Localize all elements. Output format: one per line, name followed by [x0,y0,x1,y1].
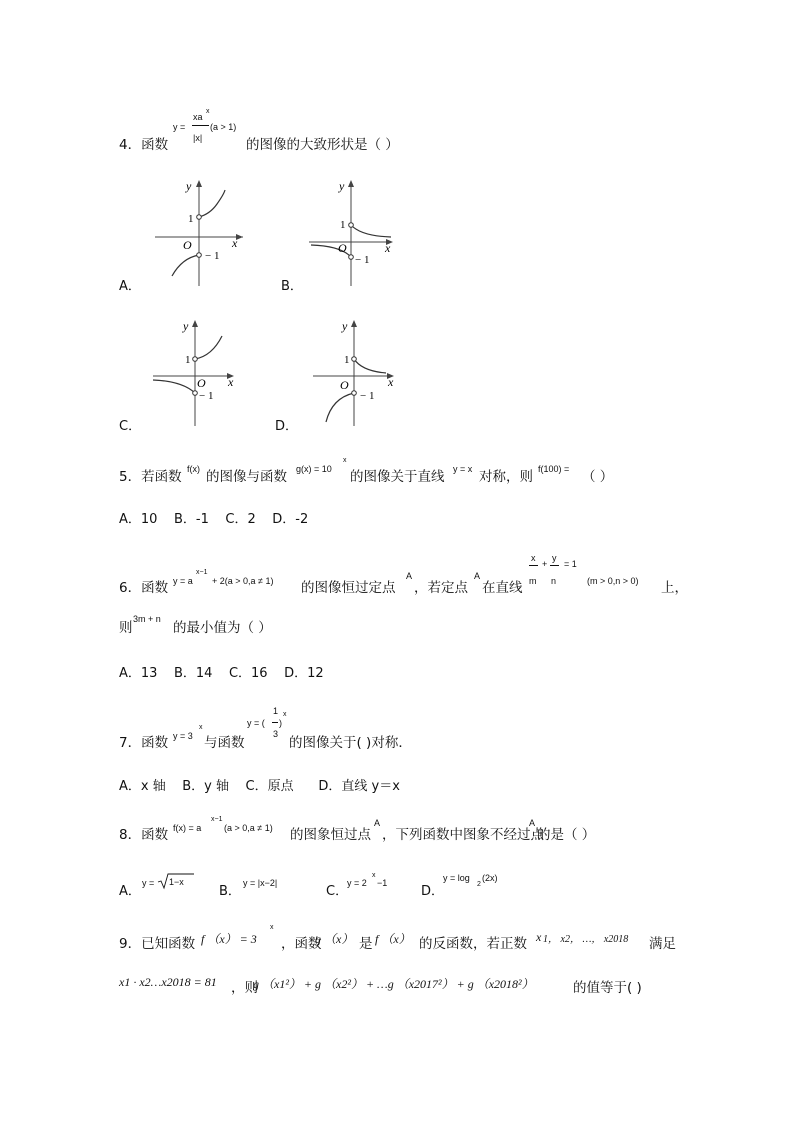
q8-fd: y = log [443,873,470,883]
q4-option-a[interactable]: A． [119,279,141,294]
q6-mid: 的图像恒过定点 [301,580,396,596]
curve-left [153,380,195,393]
tick-neg1: − 1 [199,390,214,402]
q9-mid3: 的反函数，若正数 [419,936,527,952]
q9-f2: f （x） [375,932,411,946]
q5-line: y = x [453,464,473,474]
q6-n: n [551,576,557,586]
q4-number: 4．函数 [119,137,169,153]
q6-expr: 3m + n [133,614,161,624]
q6-m: m [529,576,537,586]
q4-option-d[interactable]: D． [275,419,299,434]
q8-option-b[interactable]: B． [219,884,241,899]
q8-option-a[interactable]: A． [119,884,141,899]
q6-eq1: = 1 [564,559,577,569]
q5-mid: 的图像与函数 [206,469,287,485]
tick-1: 1 [340,219,346,231]
q7-f2-frac-bar [272,722,278,723]
q7-f2-den: 3 [273,729,279,739]
open-point-neg1 [193,391,198,396]
q6-plus: + [542,559,548,569]
q6-y: y [552,553,557,563]
y-axis-arrow [192,320,198,327]
open-point-neg1 [352,391,357,396]
q4-option-c[interactable]: C． [119,419,142,434]
q7-f2 [247,703,291,753]
q4-formula-lhs: y = [173,122,186,132]
q6-frac-bar-1 [529,565,538,566]
q5-paren: （ ） [582,469,614,485]
q7-f1-exp: x [199,724,203,731]
q5-tail: 对称，则 [479,469,533,485]
q6-cond: (m > 0,n > 0) [587,576,639,586]
q8-fd-sub: 2 [477,881,481,888]
q6-x: x [531,553,536,563]
q9-seq: x [536,930,542,944]
x-label: x [228,375,234,389]
q5-g-exp: x [343,457,347,464]
q6-formula-rest: + 2(a > 0,a ≠ 1) [212,576,274,586]
q8-f: f(x) = a [173,823,202,833]
q8-tail: 的是（ ） [537,827,596,843]
q7-f2-rp: ) [279,718,282,728]
q8-fd-rest: (2x) [482,873,498,883]
q5-g: g(x) = 10 [296,464,332,474]
q9-line2-mid: ，则 [231,980,258,996]
y-label: y [342,319,348,333]
q6-line-equation [527,551,652,596]
y-label: y [339,179,345,193]
q4-graph-c [150,316,250,428]
q9-tail: 满足 [649,936,676,952]
q6-line2-pre: 则 [119,620,133,636]
q6-point-a: A [406,571,413,581]
q8-mid: 的图象恒过点 [290,827,371,843]
q8-point-a: A [374,818,381,828]
open-point-1 [197,215,202,220]
curve-left [172,255,199,276]
curve-right [195,336,222,359]
q7-options[interactable]: A．x 轴 B．y 轴 C．原点 D．直线 y＝x [119,779,400,794]
q6-line2-tail: 的最小值为（ ） [173,620,272,636]
q8-fc-exp: x [372,872,376,879]
q4-formula-den: |x| [193,133,203,143]
origin-label: O [340,378,349,392]
q7-tail: 的图像关于( )对称． [289,735,412,751]
tick-neg1: − 1 [360,390,375,402]
q5-f100: f(100) = [538,464,570,474]
q5-f: f(x) [187,464,200,474]
q8-point-a2: A [529,818,536,828]
q8-f-exp: x−1 [211,816,223,823]
tick-neg1: − 1 [355,254,370,266]
x-label: x [385,241,391,255]
q6-mid2: ，若定点 [414,580,468,596]
x-label: x [232,236,238,250]
open-point-1 [352,357,357,362]
tick-1: 1 [188,213,194,225]
q5-mid2: 的图像关于直线 [350,469,445,485]
q6-point-a2: A [474,571,481,581]
q5-number: 5．若函数 [119,469,182,485]
q7-f2-exp: x [283,711,287,718]
y-axis-arrow [348,180,354,187]
q7-f2-num: 1 [273,706,279,716]
q4-formula-exp: x [206,108,210,115]
q6-frac-bar-2 [550,565,559,566]
q4-formula [173,108,247,148]
q7-f2-lhs: y = ( [247,718,265,728]
y-axis-arrow [351,320,357,327]
tick-neg1: − 1 [205,250,220,262]
q8-fc: y = 2 [347,878,367,888]
q8-fa-pre: y = [142,878,155,888]
q6-number: 6．函数 [119,580,169,596]
q6-mid3: 在直线 [482,580,523,596]
q4-fraction-bar [192,125,209,126]
q8-fc-rest: −1 [377,878,388,888]
q8-fb: y = |x−2| [243,878,278,888]
origin-label: O [338,241,347,255]
q4-text: 的图像的大致形状是（ ） [246,137,399,153]
q6-formula-exp: x−1 [196,569,208,576]
q9-f: f （x） = 3 [201,932,257,946]
q7-number: 7．函数 [119,735,169,751]
q4-graph-d [310,316,410,428]
tick-1: 1 [185,354,191,366]
q6-tail: 上， [661,580,688,596]
origin-label: O [197,376,206,390]
q9-line2-expr: x1 · x2…x2018 = 81 [119,975,217,989]
q7-mid: 与函数 [204,735,245,751]
q9-line2-tail: 的值等于( ) [573,980,642,996]
q8-number: 8．函数 [119,827,169,843]
q9-f-exp: x [270,924,274,931]
q9-number: 9．已知函数 [119,936,196,952]
y-label: y [186,179,192,193]
q4-option-b[interactable]: B． [281,279,303,294]
q8-option-d[interactable]: D． [421,884,445,899]
q6-options[interactable]: A．13 B．14 C．16 D．12 [119,666,324,681]
curve-left [326,393,354,422]
q9-g: g （x） [315,932,354,946]
open-point-neg1 [349,255,354,260]
q6-formula: y = a [173,576,193,586]
open-point-neg1 [197,253,202,258]
open-point-1 [193,357,198,362]
q4-formula-num: xa [193,112,203,122]
q9-seq-rest: 1， x2， …， x2018 [543,934,629,945]
y-axis-arrow [196,180,202,187]
q5-options[interactable]: A．10 B．-1 C．2 D．-2 [119,512,309,527]
q8-f-rest: (a > 0,a ≠ 1) [224,823,273,833]
q8-fa-rad: 1−x [169,877,184,887]
open-point-1 [349,223,354,228]
x-label: x [388,375,394,389]
curve-right [354,359,386,373]
q4-graph-a [150,176,250,288]
q9-line2-sum: g （x1²） + g （x2²） + …g （x2017²） + g （x2018²） [253,977,534,991]
q8-mid2: ，下列函数中图象不经过点 [382,827,544,843]
curve-right [351,225,391,237]
q9-mid2: 是 [359,936,373,952]
tick-1: 1 [344,354,350,366]
y-label: y [183,319,189,333]
origin-label: O [183,238,192,252]
curve-right [199,190,225,217]
q8-option-c[interactable]: C． [326,884,349,899]
q4-formula-cond: (a > 1) [210,122,237,132]
q4-graph-b [306,176,406,288]
q7-f1: y = 3 [173,731,193,741]
q9-mid: ，函数 [281,936,322,952]
